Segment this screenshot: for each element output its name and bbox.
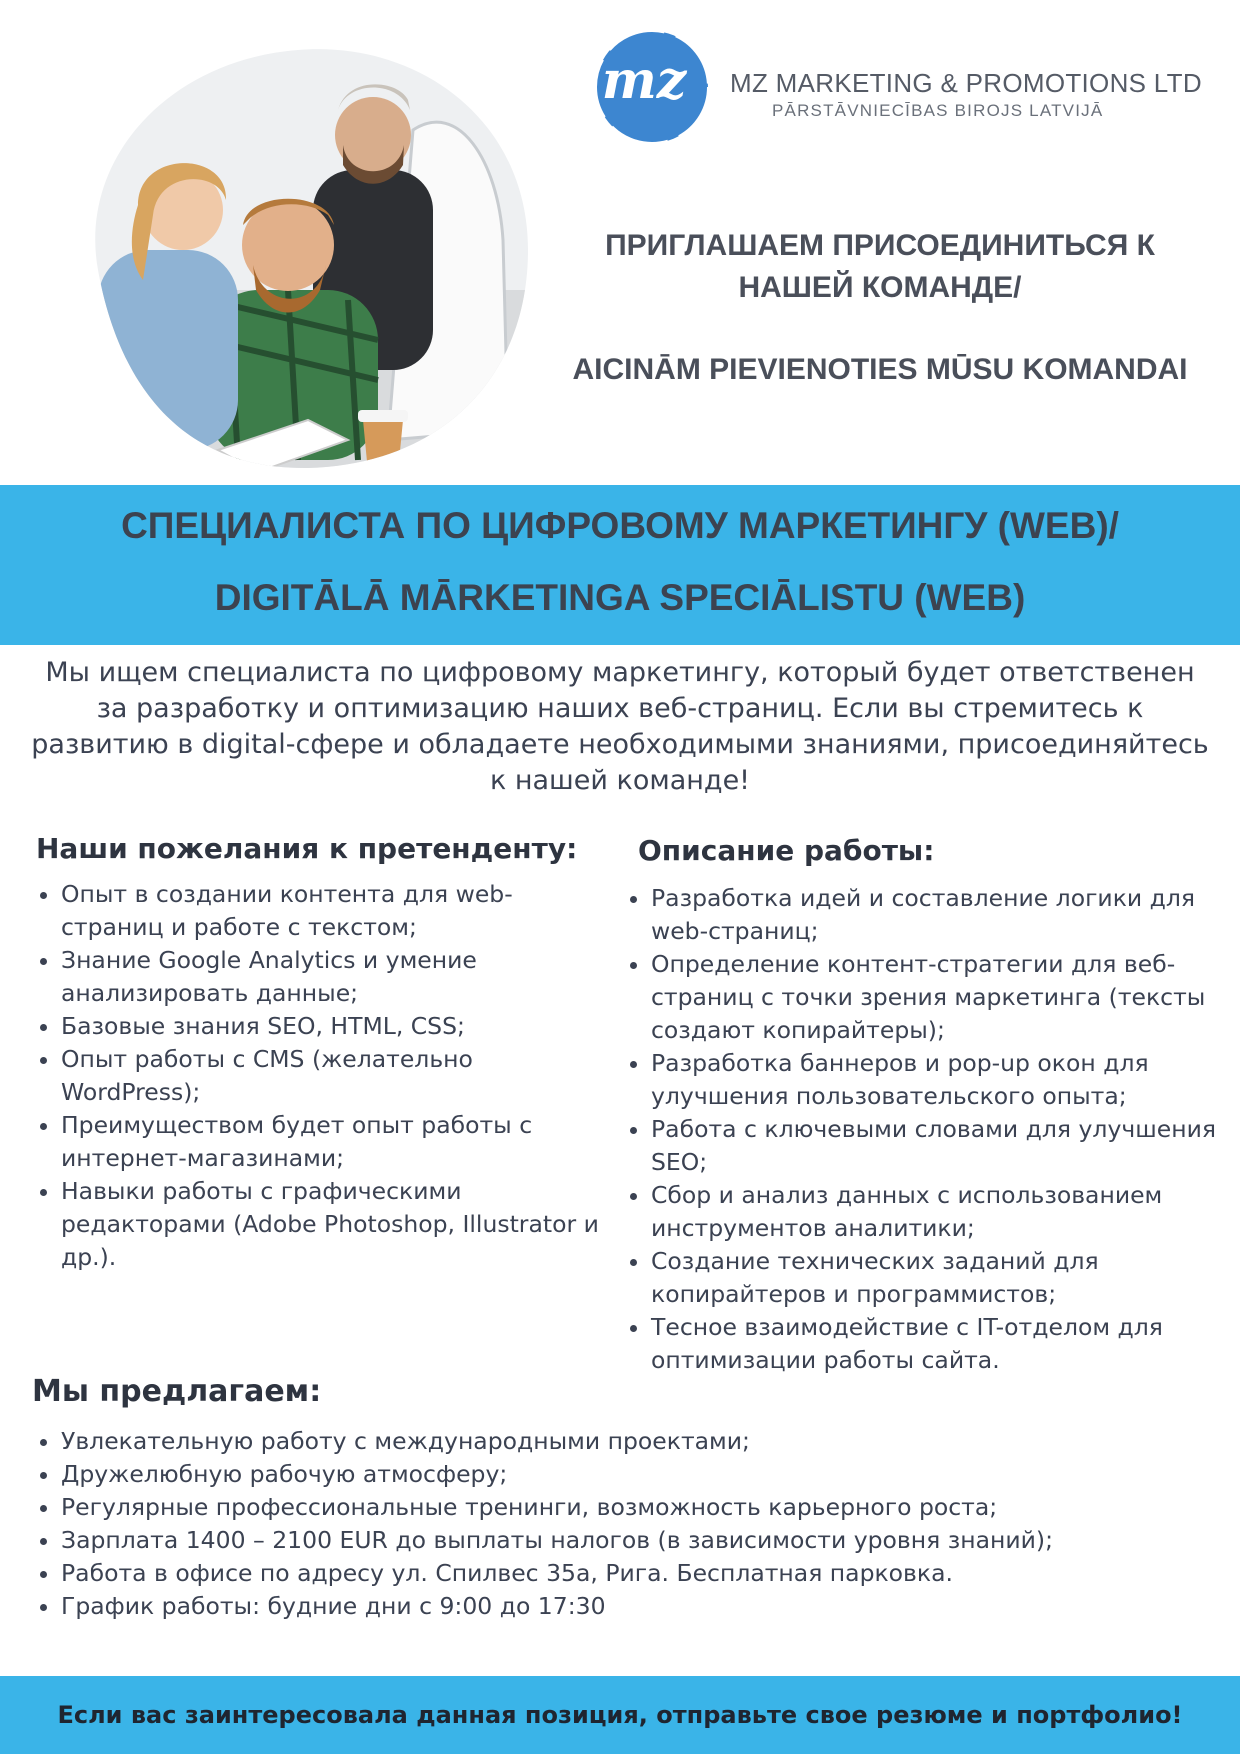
list-item: • Дружелюбную рабочую атмосферу; [61,1458,1240,1491]
job-heading: Описание работы: [638,834,935,867]
list-item: • Работа с ключевыми словами для улучшения SEO; [651,1113,1240,1179]
list-item: • Регулярные профессиональные тренинги, возможность карьерного роста; [61,1491,1240,1524]
position-title-lv: DIGITĀLĀ MĀRKETINGA SPECIĀLISTU (WEB) [214,577,1026,618]
position-title-ru: СПЕЦИАЛИСТА ПО ЦИФРОВОМУ МАРКЕТИНГУ (WEB)/ [121,505,1119,546]
logo-icon [592,28,720,146]
team-photo [58,40,548,472]
company-subtitle: PĀRSTĀVNIECĪBAS BIROJS LATVIJĀ [772,101,1104,120]
company-name: MZ MARKETING & PROMOTIONS LTD [730,68,1202,98]
list-item: • Увлекательную работу с международными проектами; [61,1425,1240,1458]
intro-text: Мы ищем специалиста по цифровому маркетингу, который будет ответственен за разработку и оптимизацию наших веб-страниц. Если вы стремитесь к развитию в digital-сфере и обладаете необходимыми знаниями, присоединяйтесь к нашей команде! [31,657,1209,796]
position-banner [0,485,1240,645]
list-item: • Сбор и анализ данных с использованием инструментов аналитики; [651,1179,1240,1245]
invite-heading [560,225,1200,391]
offer-heading: Мы предлагаем: [32,1374,322,1409]
logo-letters: mz [601,50,687,111]
list-item: • Зарплата 1400 – 2100 EUR до выплаты налогов (в зависимости уровня знаний); [61,1524,1240,1557]
company-block [730,68,1200,121]
list-item: • Знание Google Analytics и умение анализировать данные; [61,944,606,1010]
list-item: • Создание технических заданий для копирайтеров и программистов; [651,1245,1240,1311]
offer-list [31,1425,1240,1623]
list-item: • Базовые знания SEO, HTML, CSS; [61,1010,606,1043]
list-item: • Тесное взаимодействие с IT-отделом для оптимизации работы сайта. [651,1311,1240,1377]
invite-ru: ПРИГЛАШАЕМ ПРИСОЕДИНИТЬСЯ К НАШЕЙ КОМАНДЕ/ [605,229,1155,304]
footer-call-to-action: Если вас заинтересовала данная позиция, отправьте свое резюме и портфолио! [0,1676,1240,1754]
list-item: • Работа в офисе по адресу ул. Спилвес 35а, Рига. Бесплатная парковка. [61,1557,1240,1590]
requirements-list [31,878,606,1274]
list-item: • Разработка идей и составление логики для web-страниц; [651,882,1240,948]
list-item: • Преимуществом будет опыт работы с интернет-магазинами; [61,1109,606,1175]
list-item: • Определение контент-стратегии для веб-страниц с точки зрения маркетинга (тексты создают копирайтеры); [651,948,1240,1047]
list-item: • Навыки работы с графическими редакторами (Adobe Photoshop, Illustrator и др.). [61,1175,606,1274]
requirements-heading: Наши пожелания к претенденту: [36,832,578,865]
list-item: • Опыт в создании контента для web-страниц и работе с текстом; [61,878,606,944]
invite-lv: AICINĀM PIEVIENOTIES MŪSU KOMANDAI [572,353,1188,386]
job-list [621,882,1240,1377]
list-item: • Разработка баннеров и pop-up окон для улучшения пользовательского опыта; [651,1047,1240,1113]
list-item: • График работы: будние дни с 9:00 до 17:30 [61,1590,1240,1623]
list-item: • Опыт работы с CMS (желательно WordPress); [61,1043,606,1109]
